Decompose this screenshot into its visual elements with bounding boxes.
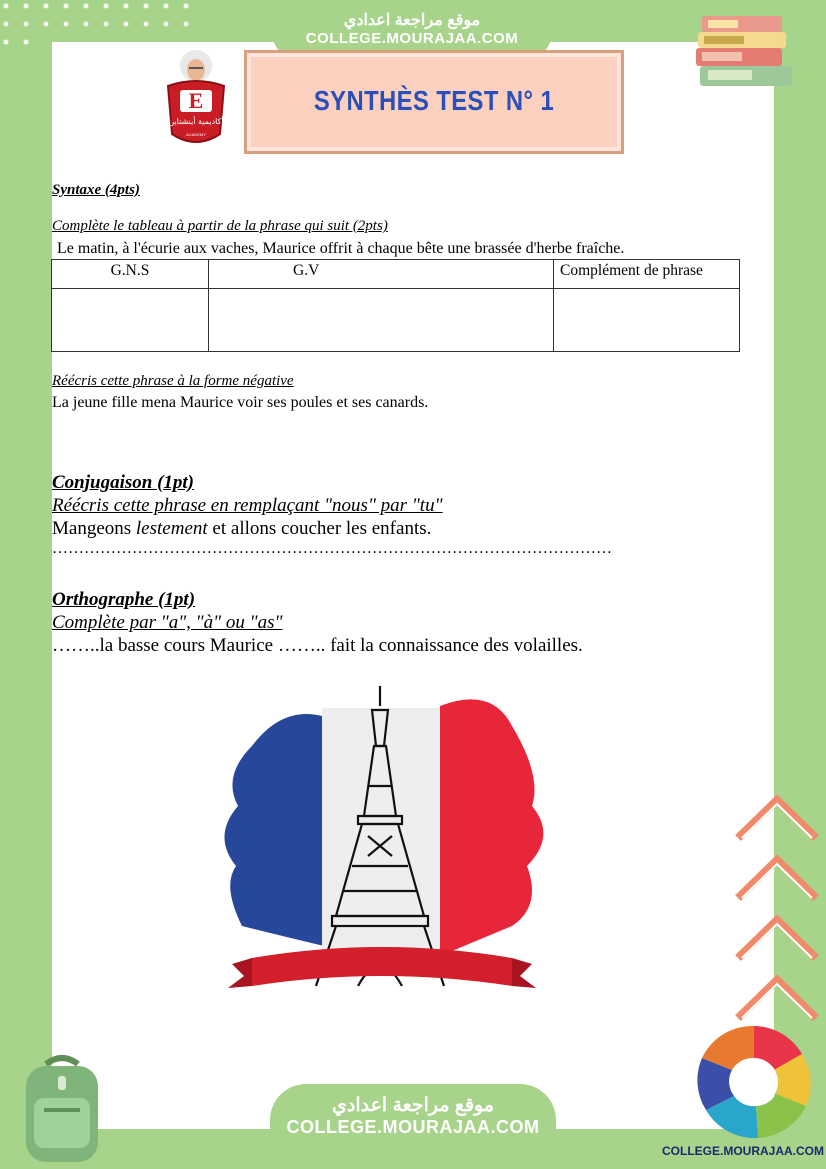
- school-circle-logo: [694, 1022, 814, 1142]
- page-title: SYNTHÈS TEST N° 1: [313, 85, 555, 116]
- chevron-up-icon: [738, 980, 816, 1018]
- header-site-arabic: موقع مراجعة اعدادي: [343, 12, 481, 29]
- orthographe-instruction: Complète par "a", "à" ou "as": [52, 612, 283, 633]
- conjugaison-answer-line[interactable]: ……………………………………………………………………………………………: [52, 540, 612, 557]
- logo-letter: E: [188, 88, 204, 113]
- chevron-up-icon: [738, 920, 816, 958]
- conjugaison-heading: Conjugaison (1pt): [52, 472, 195, 493]
- orthographe-heading: Orthographe (1pt): [52, 589, 196, 610]
- syntaxe-sentence-2: La jeune fille mena Maurice voir ses poules et ses canards.: [52, 394, 429, 411]
- table-header-gns: G.N.S: [52, 260, 209, 289]
- table-answer-cell-complement[interactable]: [554, 289, 740, 352]
- circle-logo-caption: COLLEGE.MOURAJAA.COM: [662, 1144, 824, 1158]
- title-box: [244, 50, 624, 154]
- conjugaison-instruction: Réécris cette phrase en remplaçant "nous" par "tu": [52, 495, 443, 516]
- logo-arabic-text: أكاديمية أينشتاين: [168, 117, 224, 126]
- page-frame-left: [0, 0, 52, 1169]
- conjugaison-sentence: Mangeons lestement et allons coucher les enfants.: [52, 518, 432, 539]
- table-header-gv: G.V: [209, 260, 554, 289]
- orthographe-sentence: ……..la basse cours Maurice …….. fait la connaissance des volailles.: [52, 635, 583, 656]
- syntaxe-instruction-table: Complète le tableau à partir de la phrase qui suit (2pts): [52, 218, 388, 234]
- footer-site-arabic: موقع مراجعة اعدادي: [332, 1095, 494, 1116]
- books-stack-icon: [694, 12, 796, 92]
- table-answer-cell-gv[interactable]: [209, 289, 554, 352]
- eiffel-tower-flag-illustration: [212, 686, 562, 1016]
- table-answer-cell-gns[interactable]: [52, 289, 209, 352]
- footer-site-url[interactable]: COLLEGE.MOURAJAA.COM: [286, 1117, 540, 1137]
- chevron-up-icon: [738, 860, 816, 898]
- syntaxe-sentence-1: Le matin, à l'écurie aux vaches, Maurice offrit à chaque bête une brassée d'herbe fraîche.: [57, 240, 625, 257]
- backpack-icon: [12, 1052, 112, 1164]
- header-site-url[interactable]: COLLEGE.MOURAJAA.COM: [305, 30, 519, 47]
- syntaxe-heading: Syntaxe (4pts): [52, 182, 140, 198]
- syntaxe-instruction-negative: Réécris cette phrase à la forme négative: [52, 373, 294, 389]
- table-header-complement: Complément de phrase: [554, 260, 740, 289]
- einstein-academy-logo: [160, 46, 232, 150]
- footer-site-banner[interactable]: [270, 1084, 556, 1154]
- logo-sub-text: ACADEMY: [186, 132, 206, 137]
- chevron-up-icon: [738, 800, 816, 838]
- chevron-decoration: [734, 790, 820, 1040]
- grammar-table: [51, 259, 740, 352]
